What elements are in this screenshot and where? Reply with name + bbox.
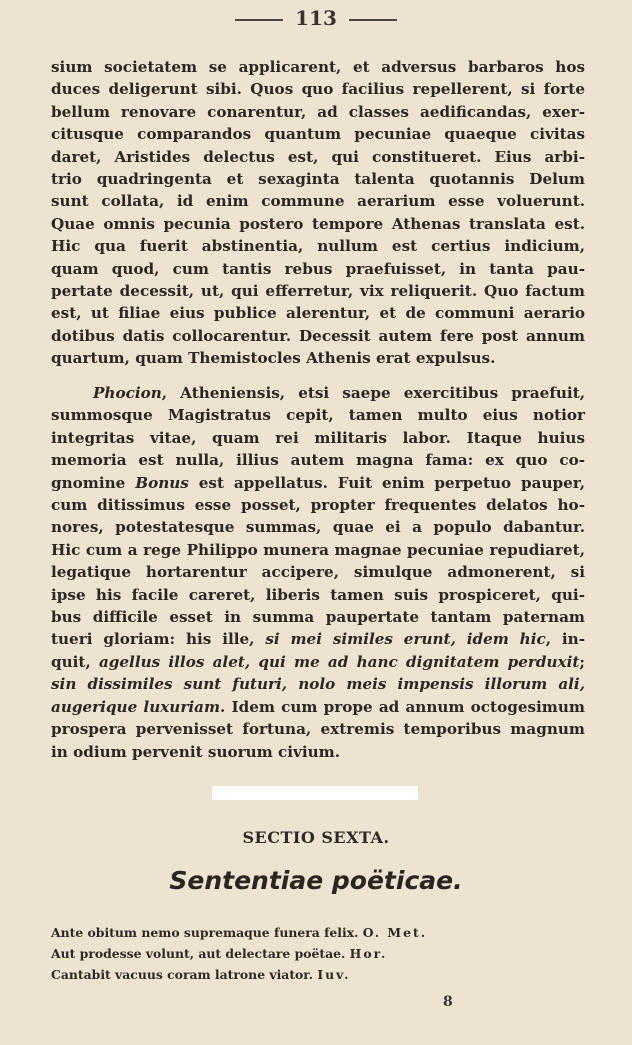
section-subtitle: Sententiae poëticae. bbox=[169, 866, 463, 895]
text-line: sunt collata, id enim commune aerarium esse voluerunt. bbox=[51, 192, 585, 211]
header-rule-left bbox=[235, 19, 283, 21]
text-line: gnomine Bonus est appellatus. Fuit enim perpetuo pauper, bbox=[51, 473, 586, 492]
text-line: summosque Magistratus cepit, tamen multo eius notior bbox=[51, 406, 585, 425]
text-line: sin dissimiles sunt futuri, nolo meis impensis illorum ali, bbox=[51, 675, 585, 694]
paragraph-aristides bbox=[51, 56, 585, 370]
text-line: augerique luxuriam. Idem cum prope ad annum octogesimum bbox=[51, 697, 585, 716]
text-line: dotibus datis collocarentur. Decessit autem fere post annum bbox=[51, 326, 585, 345]
name-phocion: Phocion bbox=[93, 384, 162, 402]
text-line: Hic cum a rege Philippo munera magnae pecuniae repudiaret, bbox=[51, 540, 585, 559]
text-line: quit, agellus illos alet, qui me ad hanc dignitatem perduxit; bbox=[51, 652, 585, 671]
text-line: pertate decessit, ut, qui efferretur, vix reliquerit. Quo factum bbox=[51, 282, 585, 301]
quote-source: Hor. bbox=[349, 946, 388, 961]
page-header bbox=[0, 6, 632, 30]
text-line: ipse his facile careret, liberis tamen suis prospiceret, qui- bbox=[51, 585, 585, 604]
section-title: SECTIO SEXTA. bbox=[242, 828, 390, 847]
text-line: trio quadringenta et sexaginta talenta quotannis Delum bbox=[51, 170, 585, 189]
page-number: 113 bbox=[295, 6, 337, 30]
text-line: Hic qua fuerit abstinentia, nullum est certius indicium, bbox=[51, 237, 585, 256]
header-rule-right bbox=[349, 19, 397, 21]
text-line: sium societatem se applicarent, et adversus barbaros hos bbox=[51, 58, 585, 76]
text-line: memoria est nulla, illius autem magna fama: ex quo co- bbox=[51, 451, 585, 470]
quote-line: Ante obitum nemo supremaque funera felix. O. Met. bbox=[51, 925, 428, 940]
text-line: quam quod, cum tantis rebus praefuisset, in tanta pau- bbox=[51, 259, 585, 278]
text-line: citusque comparandos quantum pecuniae quaeque civitas bbox=[51, 125, 585, 144]
text-line: cum ditissimus esse posset, propter frequentes delatos ho- bbox=[51, 496, 585, 515]
text-line: Phocion, Atheniensis, etsi saepe exercitibus praefuit, bbox=[93, 384, 585, 402]
text-line: bellum renovare conarentur, ad classes aedificandas, exer- bbox=[51, 102, 585, 121]
quote-source: O. Met. bbox=[362, 925, 428, 940]
text-line: Quae omnis pecunia postero tempore Athenas translata est. bbox=[51, 214, 585, 233]
text-line: bus difficile esset in summa paupertate tantam paternam bbox=[51, 608, 585, 627]
redaction-bar bbox=[212, 786, 418, 800]
quotes-list bbox=[51, 922, 591, 985]
text-line: nores, potestatesque summas, quae ei a populo dabantur. bbox=[51, 518, 585, 537]
text-line: daret, Aristides delectus est, qui constitueret. Eius arbi- bbox=[51, 147, 585, 166]
text-line: est, ut filiae eius publice alerentur, et de communi aerario bbox=[51, 304, 585, 323]
text-line: quartum, quam Themistocles Athenis erat expulsus. bbox=[51, 349, 496, 368]
quote-line: Aut prodesse volunt, aut delectare poëtae. Hor. bbox=[51, 946, 388, 961]
text-line: duces deligerunt sibi. Quos quo facilius repellerent, si forte bbox=[51, 80, 585, 99]
signature-mark: 8 bbox=[443, 994, 453, 1010]
quote-source: Iuv. bbox=[317, 967, 351, 982]
text-line: in odium pervenit suorum civium. bbox=[51, 742, 341, 761]
paragraph-phocion bbox=[51, 382, 585, 763]
text-line: integritas vitae, quam rei militaris labor. Itaque huius bbox=[51, 428, 585, 447]
text-line: tueri gloriam: his ille, si mei similes erunt, idem hic, in- bbox=[51, 630, 585, 649]
text-line: prospera pervenisset fortuna, extremis temporibus magnum bbox=[51, 720, 585, 739]
quote-line: Cantabit vacuus coram latrone viator. Iuv. bbox=[51, 967, 351, 982]
text-line: legatique hortarentur accipere, simulque admonerent, si bbox=[51, 563, 585, 582]
